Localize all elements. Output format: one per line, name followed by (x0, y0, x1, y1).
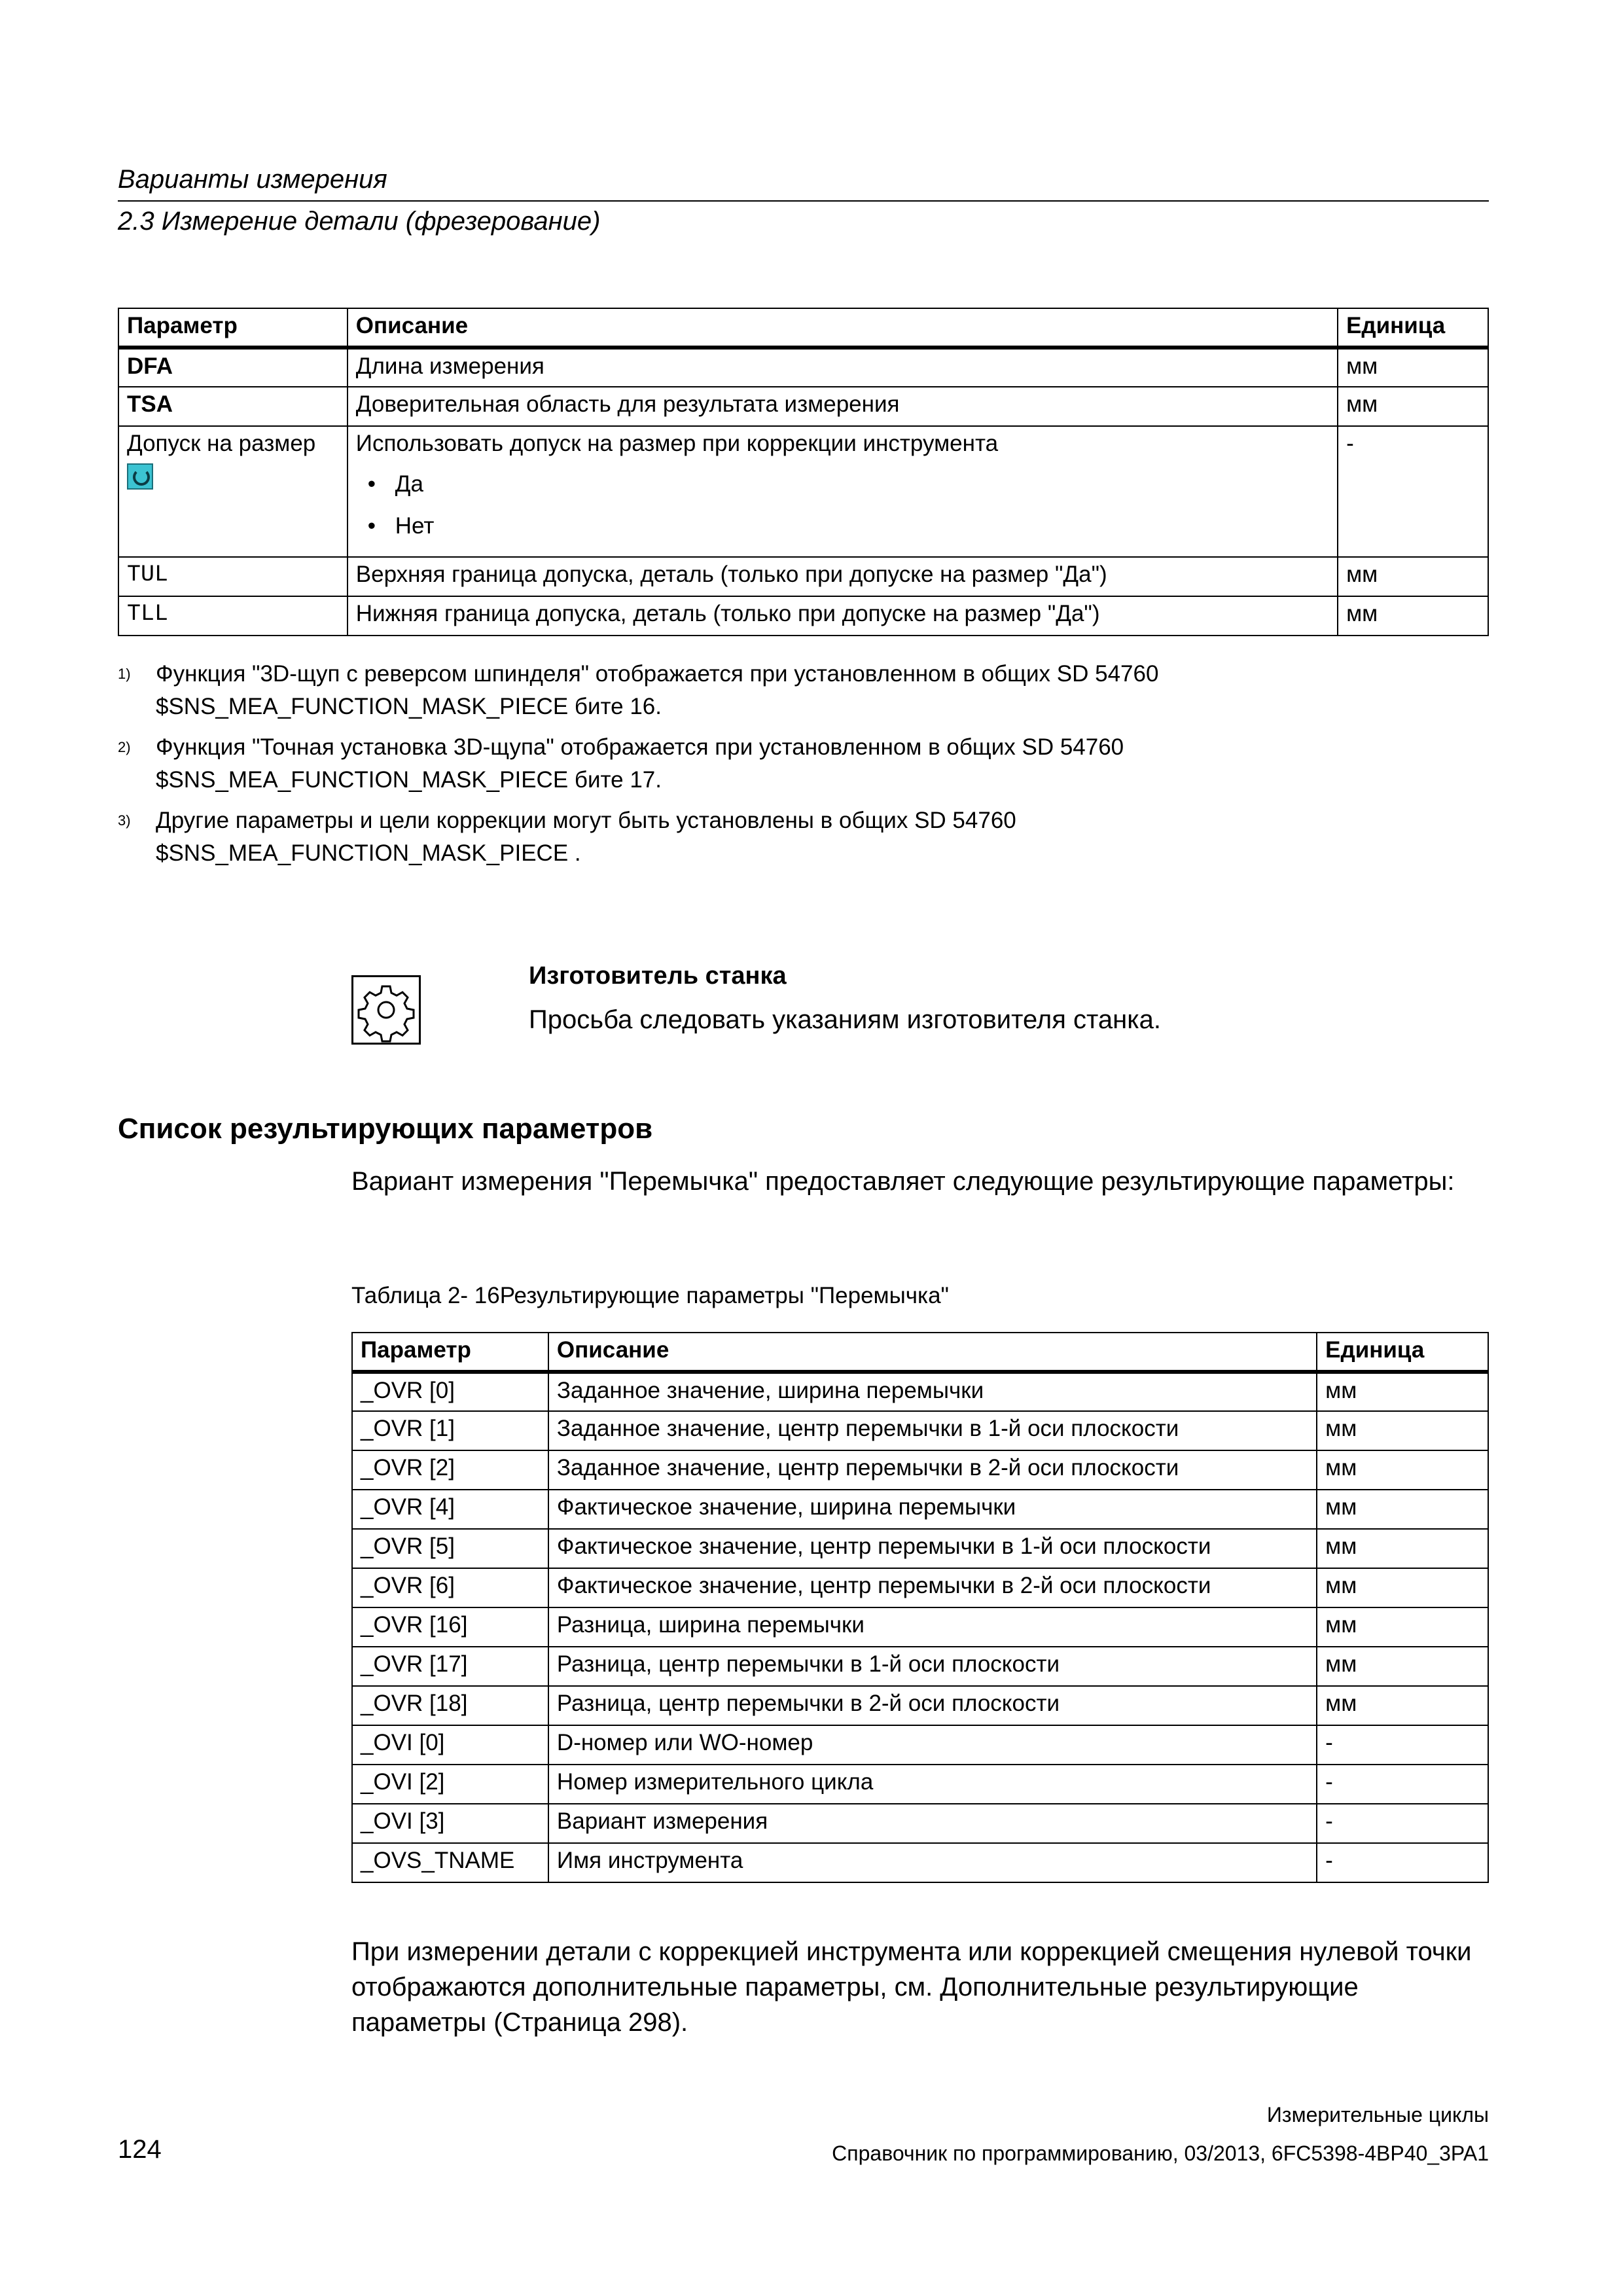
param-name: _OVR [4] (352, 1490, 548, 1529)
param-description: Фактическое значение, центр перемычки в 2-й оси плоскости (548, 1568, 1317, 1607)
footnote-1 (118, 658, 1158, 723)
closing-paragraph: При измерении детали с коррекцией инструмента или коррекцией смещения нулевой точки отображаются дополнительные параметры, см. Дополнительные результирующие параметры (Страница 298). (351, 1937, 1472, 2037)
table-header-row (118, 308, 1488, 348)
footer-edition: Справочник по программированию, 03/2013, 6FC5398-4BP40_3PA1 (832, 2142, 1489, 2165)
column-header-description: Описание (548, 1333, 1317, 1372)
param-unit: - (1317, 1804, 1488, 1843)
footnote-mark: 3) (118, 812, 131, 829)
param-name: _OVI [0] (352, 1725, 548, 1765)
option-yes: • Да (356, 463, 1329, 505)
param-description: Доверительная область для результата измерения (348, 387, 1338, 426)
param-description: Фактическое значение, центр перемычки в 1-й оси плоскости (548, 1529, 1317, 1568)
param-unit: - (1317, 1725, 1488, 1765)
footnote-line: $SNS_MEA_FUNCTION_MASK_PIECE . (156, 840, 581, 866)
table-row (118, 387, 1488, 426)
gear-icon (351, 975, 421, 1045)
param-name: _OVR [6] (352, 1568, 548, 1607)
note-text: Просьба следовать указаниям изготовителя станка. (529, 1005, 1161, 1034)
param-description: Нижняя граница допуска, деталь (только при допуске на размер "Да") (348, 596, 1338, 636)
param-description: Заданное значение, центр перемычки в 1-й оси плоскости (548, 1411, 1317, 1450)
param-description: Заданное значение, ширина перемычки (548, 1372, 1317, 1411)
footnote-2 (118, 731, 1124, 797)
table-row (352, 1725, 1488, 1765)
param-name: _OVI [3] (352, 1804, 548, 1843)
param-name: _OVR [1] (352, 1411, 548, 1450)
table-header-row (352, 1333, 1488, 1372)
page-number: 124 (118, 2135, 162, 2164)
param-name: TUL (118, 557, 348, 596)
param-name: _OVR [17] (352, 1647, 548, 1686)
param-description: Разница, центр перемычки в 2-й оси плоскости (548, 1686, 1317, 1725)
param-unit: мм (1317, 1490, 1488, 1529)
table-caption: Таблица 2- 16Результирующие параметры "Перемычка" (351, 1283, 949, 1308)
parameter-table (118, 308, 1489, 636)
table-row (352, 1372, 1488, 1411)
chapter-title: Варианты измерения (118, 165, 387, 194)
param-unit: мм (1338, 557, 1488, 596)
table-row (352, 1607, 1488, 1647)
table-row (352, 1686, 1488, 1725)
footnote-mark: 1) (118, 666, 131, 682)
footer-book-title: Измерительные циклы (1266, 2103, 1489, 2126)
param-name: _OVI [2] (352, 1765, 548, 1804)
param-description: Номер измерительного цикла (548, 1765, 1317, 1804)
footnote-3 (118, 804, 1016, 870)
param-description: D-номер или WO-номер (548, 1725, 1317, 1765)
param-unit: мм (1317, 1568, 1488, 1607)
header-rule (118, 200, 1489, 202)
param-description: Разница, центр перемычки в 1-й оси плоскости (548, 1647, 1317, 1686)
param-name: _OVR [18] (352, 1686, 548, 1725)
param-unit: мм (1317, 1686, 1488, 1725)
param-name: Допуск на размер (127, 431, 316, 456)
option-list (356, 463, 1329, 547)
param-unit: мм (1317, 1411, 1488, 1450)
param-description: Использовать допуск на размер при коррекции инструмента (355, 431, 999, 456)
column-header-description: Описание (348, 308, 1338, 348)
param-description: Верхняя граница допуска, деталь (только при допуске на размер "Да") (348, 557, 1338, 596)
table-row (352, 1804, 1488, 1843)
column-header-unit: Единица (1338, 308, 1488, 348)
footnote-line: $SNS_MEA_FUNCTION_MASK_PIECE бите 17. (156, 767, 662, 793)
result-parameter-table (351, 1332, 1489, 1883)
param-description: Вариант измерения (548, 1804, 1317, 1843)
param-description: Разница, ширина перемычки (548, 1607, 1317, 1647)
table-row (118, 426, 1488, 557)
param-name: TLL (118, 596, 348, 636)
section-intro: Вариант измерения "Перемычка" предоставляет следующие результирующие параметры: (351, 1167, 1455, 1196)
param-description-cell (348, 426, 1338, 557)
param-unit: мм (1338, 387, 1488, 426)
footnote-line: Функция "Точная установка 3D-щупа" отображается при установленном в общих SD 54760 (156, 734, 1124, 760)
param-unit: - (1317, 1765, 1488, 1804)
param-unit: мм (1338, 348, 1488, 387)
param-name: _OVR [2] (352, 1450, 548, 1490)
param-description: Заданное значение, центр перемычки в 2-й оси плоскости (548, 1450, 1317, 1490)
table-row (352, 1411, 1488, 1450)
param-name: TSA (118, 387, 348, 426)
section-title-header: 2.3 Измерение детали (фрезерование) (118, 207, 601, 236)
param-unit: - (1317, 1843, 1488, 1882)
param-cell-tolerance (118, 426, 348, 557)
footnote-mark: 2) (118, 739, 131, 755)
param-unit: мм (1317, 1647, 1488, 1686)
param-name: _OVR [0] (352, 1372, 548, 1411)
table-row (352, 1490, 1488, 1529)
option-no: • Нет (356, 505, 1329, 547)
section-heading: Список результирующих параметров (118, 1113, 653, 1145)
table-row (352, 1647, 1488, 1686)
param-unit: мм (1317, 1450, 1488, 1490)
param-unit: мм (1338, 596, 1488, 636)
param-unit: мм (1317, 1607, 1488, 1647)
param-name: _OVR [16] (352, 1607, 548, 1647)
param-name: _OVS_TNAME (352, 1843, 548, 1882)
table-row (118, 557, 1488, 596)
param-name: DFA (118, 348, 348, 387)
param-description: Фактическое значение, ширина перемычки (548, 1490, 1317, 1529)
table-row (352, 1765, 1488, 1804)
param-name: _OVR [5] (352, 1529, 548, 1568)
param-description: Длина измерения (348, 348, 1338, 387)
param-unit: мм (1317, 1529, 1488, 1568)
table-row (118, 348, 1488, 387)
note-title: Изготовитель станка (529, 962, 787, 990)
footnote-line: Функция "3D-щуп с реверсом шпинделя" отображается при установленном в общих SD 54760 (156, 661, 1159, 687)
table-row (352, 1529, 1488, 1568)
footnote-line: $SNS_MEA_FUNCTION_MASK_PIECE бите 16. (156, 694, 662, 719)
table-row (352, 1450, 1488, 1490)
param-unit: мм (1317, 1372, 1488, 1411)
table-row (352, 1568, 1488, 1607)
footnote-line: Другие параметры и цели коррекции могут быть установлены в общих SD 54760 (156, 808, 1016, 833)
column-header-parameter: Параметр (118, 308, 348, 348)
column-header-parameter: Параметр (352, 1333, 548, 1372)
param-unit: - (1338, 426, 1488, 557)
table-row (352, 1843, 1488, 1882)
toggle-icon (127, 463, 153, 490)
column-header-unit: Единица (1317, 1333, 1488, 1372)
table-row (118, 596, 1488, 636)
param-description: Имя инструмента (548, 1843, 1317, 1882)
